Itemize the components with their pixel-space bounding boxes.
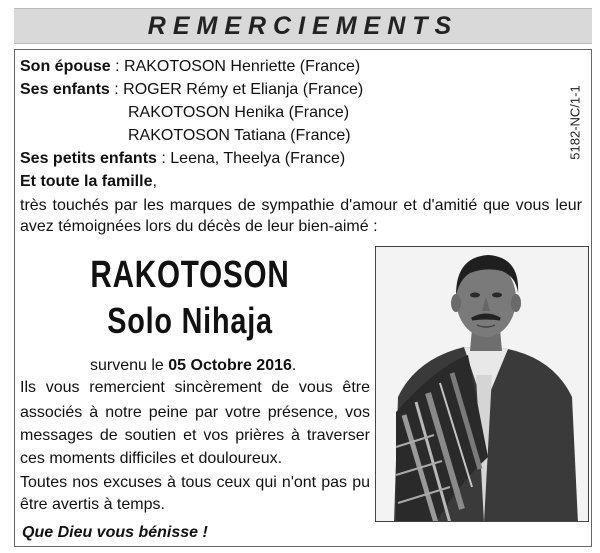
header-title: REMERCIEMENTS xyxy=(147,11,459,40)
portrait-photo xyxy=(375,246,589,522)
whole-family-label: Et toute la famille xyxy=(20,173,153,190)
message-line: messages de soutien et vos prières à traverser xyxy=(20,427,370,444)
death-prefix: survenu le xyxy=(90,357,169,374)
grandchildren-line xyxy=(20,149,345,169)
grandchildren-label: Ses petits enfants xyxy=(20,150,157,167)
intro-line: avez témoignées lors du décès de leur bien-aimé : xyxy=(20,218,378,235)
spouse-line xyxy=(20,57,360,77)
deceased-given-names: Solo Nihaja xyxy=(107,300,273,341)
intro-line: très touchés par les marques de sympathie d'amour et d'amitié que vous leur xyxy=(20,197,582,214)
message-line: associés à notre peine par votre présence, vos xyxy=(20,404,370,421)
whole-family-line xyxy=(20,172,157,192)
child-name: RAKOTOSON Tatiana (France) xyxy=(128,127,351,144)
death-suffix: . xyxy=(291,357,297,374)
children-line xyxy=(128,103,349,123)
child-name: RAKOTOSON Henika (France) xyxy=(128,104,350,121)
message-line: être avertis à temps. xyxy=(20,496,165,513)
reference-code xyxy=(560,62,590,182)
death-date: 05 Octobre 2016 xyxy=(168,357,292,374)
closing-blessing: Que Dieu vous bénisse ! xyxy=(22,524,208,541)
child-name: : ROGER Rémy et Elianja (France) xyxy=(109,81,364,98)
portrait-image xyxy=(376,247,589,522)
grandchildren-names: : Leena, Theelya (France) xyxy=(156,150,346,167)
spouse-label: Son épouse xyxy=(20,58,111,75)
header-banner xyxy=(14,8,592,44)
spouse-name: : RAKOTOSON Henriette (France) xyxy=(110,58,361,75)
message-line: Toutes nos excuses à tous ceux qui n'ont pas pu xyxy=(20,474,370,491)
message-line: ces moments difficiles et douloureux. xyxy=(20,450,283,467)
children-label: Ses enfants xyxy=(20,81,110,98)
children-line xyxy=(20,80,363,100)
whole-family-suffix: , xyxy=(152,173,157,190)
reference-code-text: 5182-NC/1-1 xyxy=(567,84,583,160)
death-date-line xyxy=(90,356,296,376)
message-line: Ils vous remercient sincèrement de vous être xyxy=(20,379,370,396)
deceased-surname: RAKOTOSON xyxy=(90,254,290,296)
children-line xyxy=(128,126,351,146)
